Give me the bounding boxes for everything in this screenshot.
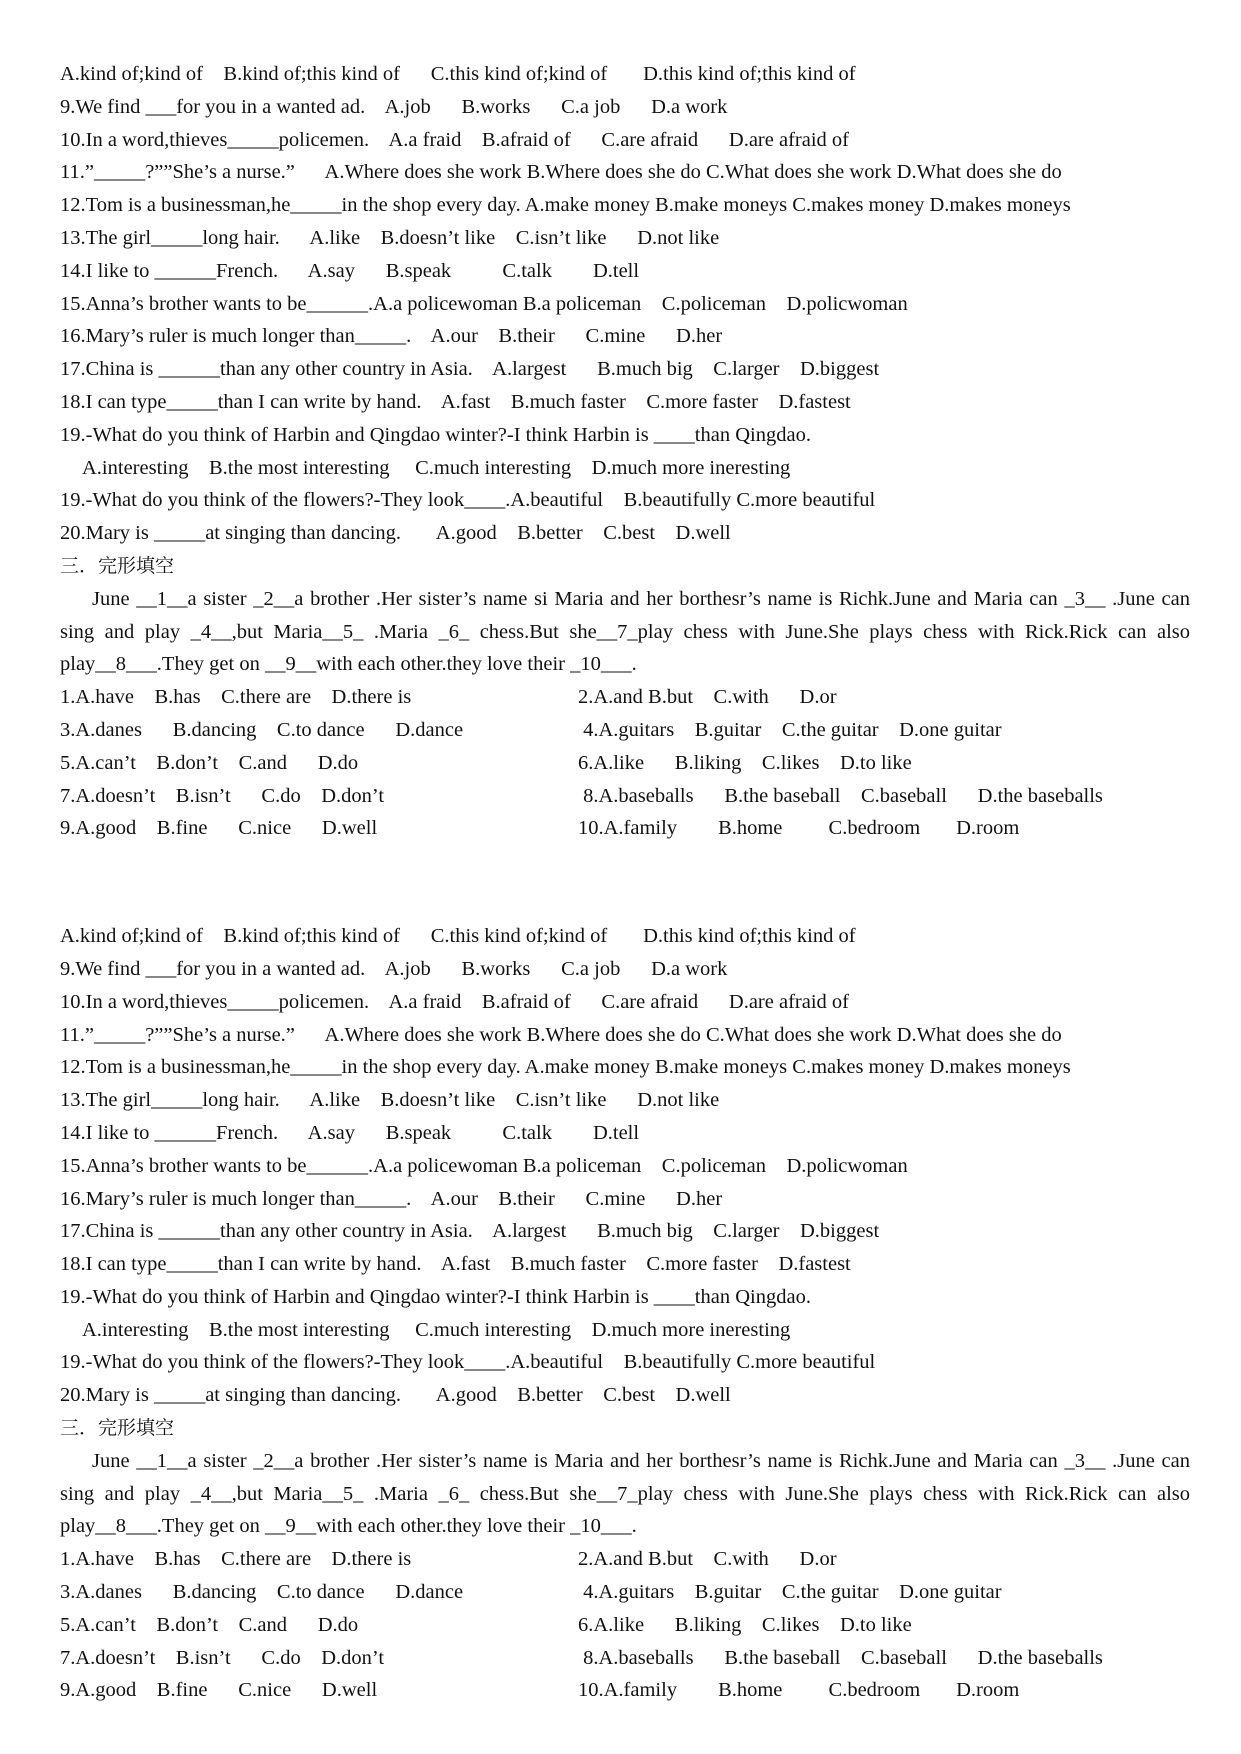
cloze-option: 7.A.doesn’t B.isn’t C.do D.don’t [60,1646,385,1669]
cloze-options-row [60,681,1190,714]
cloze-option: 9.A.good B.fine C.nice D.well [60,817,378,840]
cloze-option: 4.A.guitars B.guitar C.the guitar D.one guitar [578,718,1002,741]
cloze-option: 7.A.doesn’t B.isn’t C.do D.don’t [60,784,385,807]
cloze-option: 8.A.baseballs B.the baseball C.baseball D.the baseballs [578,1646,1103,1669]
exercise-block [60,58,1190,845]
question-line: 19.-What do you think of Harbin and Qingdao winter?-I think Harbin is ____than Qingdao. [60,423,811,446]
question-line: 20.Mary is _____at singing than dancing. A.good B.better C.best D.well [60,1384,731,1407]
answer-options-line: A.interesting B.the most interesting C.much interesting D.much more inеresting [82,1318,791,1341]
question-line: 13.The girl_____long hair. A.like B.doesn’t like C.isn’t like D.not like [60,226,720,249]
question-line: 15.Anna’s brother wants to be______.A.a policewoman B.a policeman C.policeman D.policwoman [60,292,908,315]
cloze-options-row [60,1576,1190,1609]
question-line: 19.-What do you think of Harbin and Qingdao winter?-I think Harbin is ____than Qingdao. [60,1285,811,1308]
cloze-option: 10.A.family B.home C.bedroom D.room [578,817,1020,840]
question-line: 18.I can type_____than I can write by hand. A.fast B.much faster C.more faster D.fastest [60,390,851,413]
cloze-options-row [60,714,1190,747]
block-spacer [60,845,1190,920]
question-line: 16.Mary’s ruler is much longer than_____. A.our B.their C.mine D.her [60,1187,723,1210]
question-line: 11.”_____?””She’s a nurse.” A.Where does she work B.Where does she do C.What does she work D.What does she do [60,161,1062,184]
question-line: 9.We find ___for you in a wanted ad. A.job B.works C.a job D.a work [60,95,728,118]
cloze-option: 8.A.baseballs B.the baseball C.baseball D.the baseballs [578,784,1103,807]
cloze-option: 2.A.and B.but C.with D.or [578,686,837,709]
question-line: 16.Mary’s ruler is much longer than_____. A.our B.their C.mine D.her [60,325,723,348]
cloze-option: 1.A.have B.has C.there are D.there is [60,686,412,709]
question-line: 10.In a word,thieves_____policemen. A.a fraid B.afraid of C.are afraid D.are afraid of [60,990,849,1013]
cloze-options-row [60,1543,1190,1576]
cloze-option: 10.A.family B.home C.bedroom D.room [578,1679,1020,1702]
cloze-options-row [60,1674,1190,1707]
cloze-options-row [60,812,1190,845]
question-line: A.kind of;kind of B.kind of;this kind of C.this kind of;kind of D.this kind of;this kind of [60,925,856,948]
question-line: 17.China is ______than any other country in Asia. A.largest B.much big C.larger D.biggest [60,1220,880,1243]
cloze-option: 5.A.can’t B.don’t C.and D.do [60,751,359,774]
cloze-option: 1.A.have B.has C.there are D.there is [60,1548,412,1571]
cloze-option: 6.A.like B.liking C.likes D.to like [578,751,912,774]
question-line: 12.Tom is a businessman,he_____in the shop every day. A.make money B.make moneys C.makes money D.makes moneys [60,1056,1071,1079]
question-line: 20.Mary is _____at singing than dancing. A.good B.better C.best D.well [60,522,731,545]
question-line: 15.Anna’s brother wants to be______.A.a policewoman B.a policeman C.policeman D.policwoman [60,1154,908,1177]
cloze-passage [60,1445,1190,1543]
question-line: 14.I like to ______French. A.say B.speak C.talk D.tell [60,259,640,282]
cloze-option: 5.A.can’t B.don’t C.and D.do [60,1613,359,1636]
question-line: 10.In a word,thieves_____policemen. A.a fraid B.afraid of C.are afraid D.are afraid of [60,128,849,151]
question-line: 11.”_____?””She’s a nurse.” A.Where does she work B.Where does she do C.What does she work D.What does she do [60,1023,1062,1046]
cloze-option: 3.A.danes B.dancing C.to dance D.dance [60,718,464,741]
cloze-passage-text: June __1__a sister _2__a brother .Her sister’s name is Maria and her borthesr’s name is Richk.June and Maria can _3__ .June can sing and play _4__,but Maria__5_ .Maria _6_ chess.But she__7_play chess with June.She plays chess with Rick.Rick can also play__8___.They get on __9__with each other.they love their _10___. [60,1449,1190,1538]
exercise-block [60,920,1190,1707]
cloze-passage-text: June __1__a sister _2__a brother .Her sister’s name si Maria and her borthesr’s name is Richk.June and Maria can _3__ .June can sing and play _4__,but Maria__5_ .Maria _6_ chess.But she__7_play chess with June.She plays chess with Rick.Rick can also play__8___.They get on __9__with each other.they love their _10___. [60,587,1190,676]
question-line: 13.The girl_____long hair. A.like B.doesn’t like C.isn’t like D.not like [60,1089,720,1112]
cloze-options-row [60,780,1190,813]
cloze-options-row [60,1642,1190,1675]
document-page [60,58,1190,1707]
cloze-option: 2.A.and B.but C.with D.or [578,1548,837,1571]
question-line: A.kind of;kind of B.kind of;this kind of C.this kind of;kind of D.this kind of;this kind of [60,63,856,85]
cloze-option: 9.A.good B.fine C.nice D.well [60,1679,378,1702]
question-line: 19.-What do you think of the flowers?-They look____.A.beautiful B.beautifully C.more beautiful [60,1351,876,1374]
cloze-options-row [60,1609,1190,1642]
question-line: 17.China is ______than any other country in Asia. A.largest B.much big C.larger D.biggest [60,358,880,381]
question-line: 18.I can type_____than I can write by hand. A.fast B.much faster C.more faster D.fastest [60,1253,851,1276]
question-line: 12.Tom is a businessman,he_____in the shop every day. A.make money B.make moneys C.makes money D.makes moneys [60,194,1071,217]
question-line: 19.-What do you think of the flowers?-They look____.A.beautiful B.beautifully C.more beautiful [60,489,876,512]
answer-options-line: A.interesting B.the most interesting C.much interesting D.much more inеresting [82,456,791,479]
cloze-option: 3.A.danes B.dancing C.to dance D.dance [60,1581,464,1604]
cloze-passage [60,583,1190,681]
question-line: 9.We find ___for you in a wanted ad. A.job B.works C.a job D.a work [60,957,728,980]
cloze-options-row [60,747,1190,780]
section-heading: 三．完形填空 [60,554,175,577]
cloze-option: 6.A.like B.liking C.likes D.to like [578,1613,912,1636]
section-heading: 三．完形填空 [60,1417,175,1440]
cloze-option: 4.A.guitars B.guitar C.the guitar D.one guitar [578,1581,1002,1604]
question-line: 14.I like to ______French. A.say B.speak C.talk D.tell [60,1121,640,1144]
